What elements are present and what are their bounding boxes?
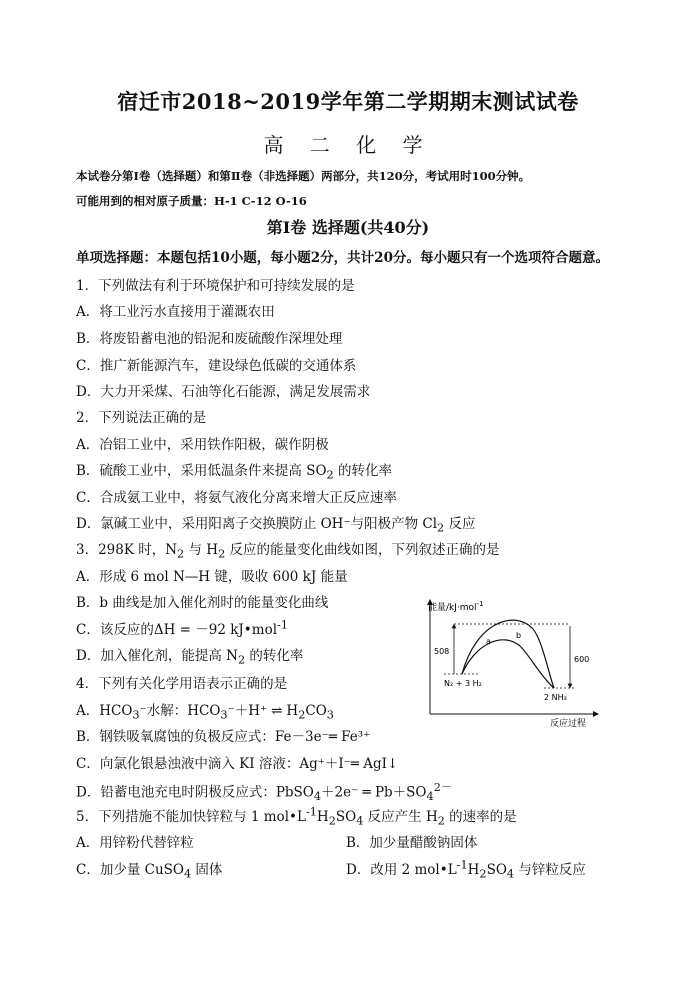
q2-stem: 2．下列说法正确的是 (76, 410, 207, 426)
q5-option-b: B．加少量醋酸钠固体 (346, 835, 478, 851)
exam-note-2: 可能用到的相对原子质量：H-1 C-12 O-16 (76, 194, 307, 208)
q5-option-d: D．改用 2 $mol•L^{-1}H_2SO_4$ 与锌粒反应 (346, 858, 586, 881)
q3-option-b: B．b 曲线是加入催化剂时的能量变化曲线 (76, 595, 329, 611)
q5-option-c: C．加少量 CuSO$_4$ 固体 (76, 862, 223, 881)
q5-stem: 5．下列措施不能加快锌粒与 1 $mol•L^{-1}H_2SO_4$ 反应产生 $H_2$ 的速率的是 (76, 805, 517, 828)
curve-b (462, 620, 554, 688)
q1-option-b: B．将废铅蓄电池的铅泥和废硫酸作深埋处理 (76, 331, 343, 347)
q5-option-a: A．用锌粉代替锌粒 (76, 835, 194, 851)
q1-option-d: D．大力开采煤、石油等化石能源，满足发展需求 (76, 384, 371, 400)
q4-stem: 4．下列有关化学用语表示正确的是 (76, 676, 288, 692)
q4-option-b: B．钢铁吸氧腐蚀的负极反应式：Fe－3e⁻═ Fe³⁺ (76, 729, 371, 745)
q1-stem: 1．下列做法有利于环境保护和可持续发展的是 (76, 278, 355, 294)
q3-option-d: D．加入催化剂，能提高 $N_2$ 的转化率 (76, 648, 304, 667)
curve-a-label: a (486, 637, 491, 646)
q2-option-b: B．硫酸工业中，采用低温条件来提高 $SO_2$ 的转化率 (76, 463, 392, 482)
diagram-xlabel: 反应过程 (550, 719, 587, 728)
curve-b-label: b (516, 631, 522, 640)
product-label: 2 NH₃ (544, 693, 567, 702)
exam-note-1: 本试卷分第Ⅰ卷（选择题）和第Ⅱ卷（非选择题）两部分，共120分，考试用时100分钟。 (76, 169, 531, 183)
energy-diagram (424, 592, 604, 728)
q3-option-a: A．形成 6 mol N—H 键，吸收 600 kJ 能量 (76, 569, 348, 585)
section-instructions: 单项选择题：本题包括10小题，每小题2分，共计20分。每小题只有一个选项符合题意。 (76, 250, 609, 266)
section-title: 第Ⅰ卷 选择题(共40分) (266, 218, 430, 237)
q3-option-c: C．该反应的ΔH = －92 kJ•mol$^{-1}$ (76, 618, 288, 638)
q3-stem: 3．298K 时，$N_2$ 与 $H_2$ 反应的能量变化曲线如图，下列叙述正确的是 (76, 542, 500, 561)
diagram-ylabel: 能量/kJ·mol$^{-1}$ (428, 600, 484, 613)
q2-option-a: A．冶铝工业中，采用铁作阳极，碳作阴极 (76, 437, 329, 453)
q1-option-c: C．推广新能源汽车，建设绿色低碳的交通体系 (76, 358, 357, 374)
label-508: 508 (434, 647, 450, 656)
q4-option-c: C．向氯化银悬浊液中滴入 KI 溶液：Ag⁺＋I⁻═ AgI↓ (76, 756, 399, 772)
q2-option-d: D．氯碱工业中，采用阳离子交换膜防止 OH⁻与阳极产物 $Cl_2$ 反应 (76, 516, 476, 535)
q4-option-a: A．$HCO_3^-$水解：$HCO_3^-+H^+$ ⇌ $H_2CO_3$ (76, 703, 334, 722)
exam-title: 宿迁市2018~2019学年第二学期期末测试试卷 (117, 89, 579, 114)
q4-option-d: D．铅蓄电池充电时阴极反应式：PbSO$_4$＋2e⁻ ═ $Pb+SO_4^{2-}$ (76, 781, 453, 804)
q1-option-a: A．将工业污水直接用于灌溉农田 (76, 304, 275, 320)
label-600: 600 (574, 655, 590, 664)
reactants-label: N₂ + 3 H₂ (444, 679, 482, 688)
q2-option-c: C．合成氨工业中，将氨气液化分离来增大正反应速率 (76, 490, 397, 506)
exam-subject: 高 二 化 学 (263, 133, 433, 157)
